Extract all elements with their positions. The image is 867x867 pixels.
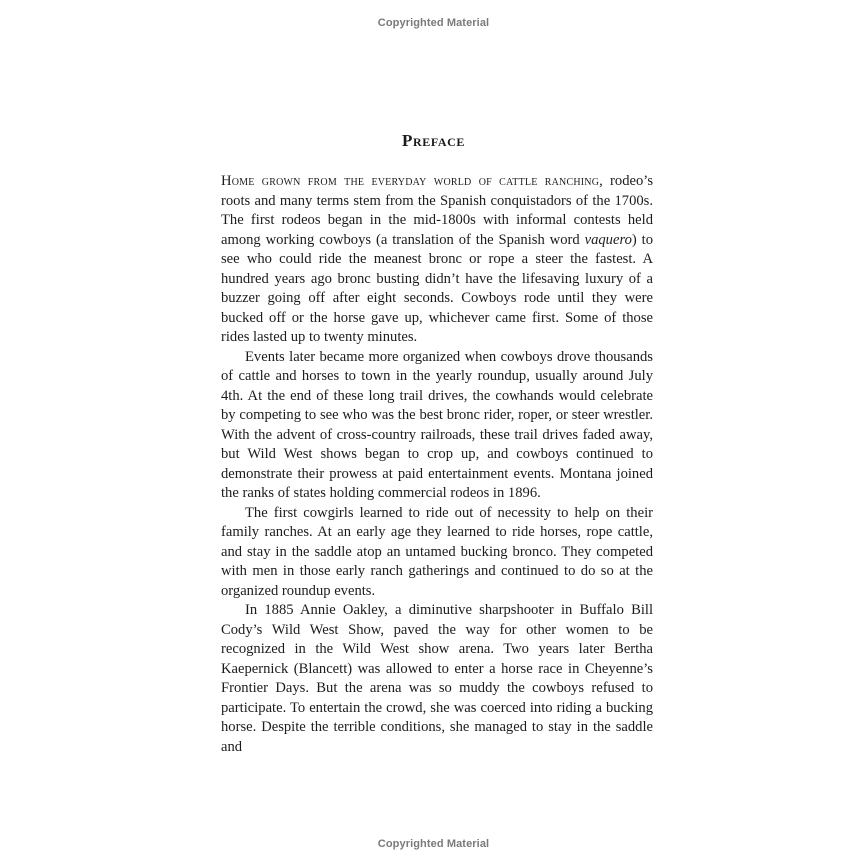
paragraph-1-text-b: ) to see who could ride the meanest bronc or rope a steer the fastest. A hundred years ago bronc busting didn’t have the lifesaving luxury of a buzzer going off after eight seconds. Cowboys rode until they were bucked off or the horse gave up, whichever came first. Some of those rides lasted up to twenty minutes.: [221, 231, 653, 345]
page-title: Preface: [401, 131, 466, 150]
paragraph-3: The first cowgirls learned to ride out of necessity to help on their family ranches. At an early age they learned to ride horses, rope cattle, and stay in the saddle atop an untamed bucking bronco. They competed with men in those early ranch gatherings and continued to do so at the organized roundup events.: [221, 504, 653, 599]
paragraph-2: Events later became more organized when cowboys drove thousands of cattle and horses to town in the yearly roundup, usually around July 4th. At the end of these long trail drives, the cowhands would celebrate by competing to see who was the best bronc rider, roper, or steer wrestler. With the advent of cross-country railroads, these trail drives faded away, but Wild West shows began to crop up, and cowboys continued to demonstrate their prowess at paid entertainment events. Montana joined the ranks of states holding commercial rodeos in 1896.: [221, 348, 653, 501]
copyright-watermark-bottom: Copyrighted Material: [377, 838, 490, 850]
paragraph-1-text-a: rodeo’s roots and many terms stem from the Spanish conquistadors of the 1700s. The first rodeos began in the mid-1800s with informal contests held among working cowboys (a translation of the Spanish word: [221, 173, 653, 248]
body-text: [221, 172, 653, 757]
paragraph-1-lead-in: Home grown from the everyday world of cattle ranching,: [221, 173, 603, 189]
copyright-watermark-top: Copyrighted Material: [377, 17, 490, 29]
paragraph-4: In 1885 Annie Oakley, a diminutive sharpshooter in Buffalo Bill Cody’s Wild West Show, paved the way for other women to be recognized in the Wild West show arena. Two years later Bertha Kaepernick (Blancett) was allowed to enter a horse race in Cheyenne’s Frontier Days. But the arena was so muddy the cowboys refused to participate. To entertain the crowd, she was coerced into riding a bucking horse. Despite the terrible conditions, she managed to stay in the saddle and: [221, 602, 653, 755]
paragraph-1: [221, 172, 653, 348]
paragraph-1-italic-term: vaquero: [584, 231, 632, 248]
